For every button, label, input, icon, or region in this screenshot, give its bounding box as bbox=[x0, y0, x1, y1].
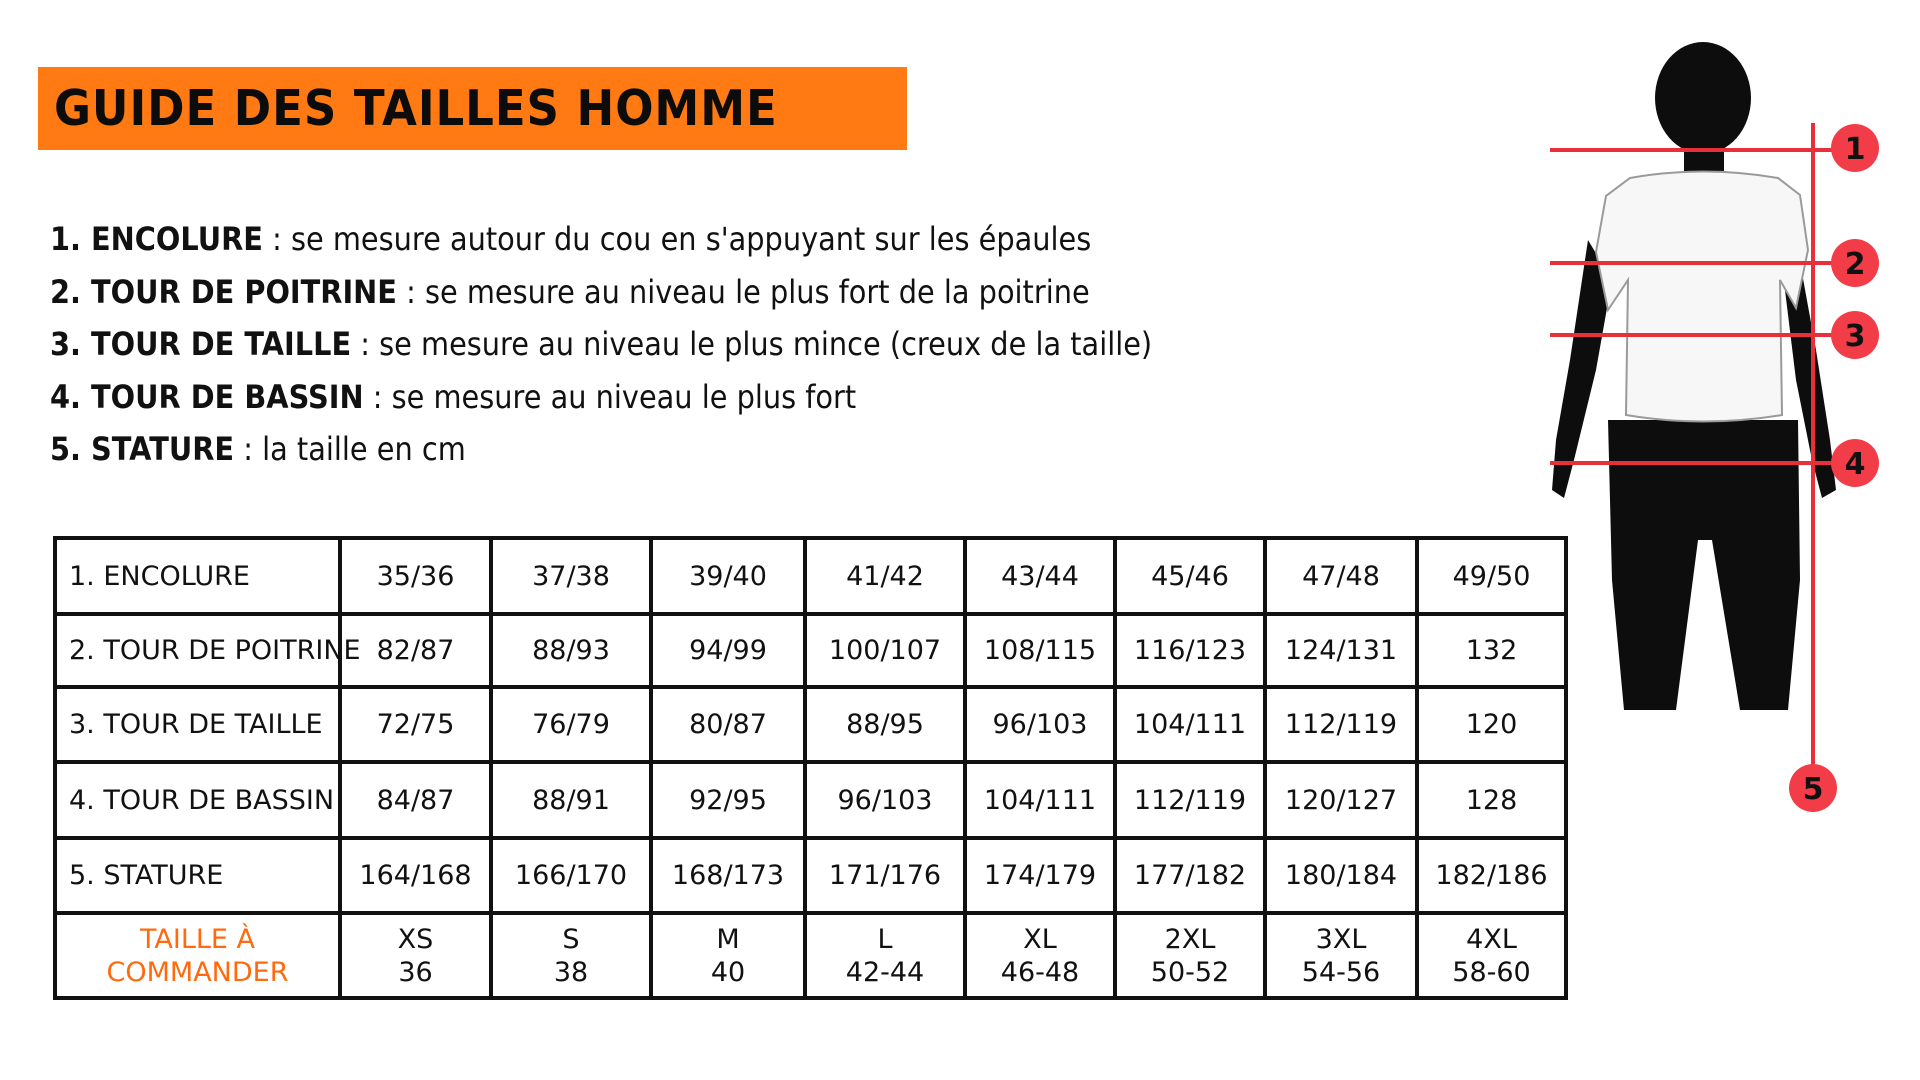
legend-item bbox=[50, 423, 1130, 476]
table-cell: 80/87 bbox=[651, 687, 805, 762]
legend-description: : se mesure au niveau le plus fort bbox=[363, 377, 857, 416]
size-number: 58-60 bbox=[1452, 956, 1531, 988]
table-row-stature bbox=[55, 838, 1566, 913]
size-number: 54-56 bbox=[1301, 956, 1381, 988]
marker-4 bbox=[1831, 439, 1879, 487]
order-label-line: TAILLE À bbox=[139, 923, 256, 955]
order-size-cell bbox=[1115, 913, 1265, 998]
marker-5 bbox=[1789, 764, 1837, 812]
legend-term: 5. STATURE bbox=[50, 430, 235, 468]
order-size-cell bbox=[965, 913, 1115, 998]
table-cell: 96/103 bbox=[805, 762, 965, 838]
table-cell: 104/111 bbox=[1115, 687, 1265, 762]
table-cell: 37/38 bbox=[491, 538, 651, 614]
order-label-line: COMMANDER bbox=[106, 956, 289, 988]
table-cell: 72/75 bbox=[340, 687, 491, 762]
table-cell: 100/107 bbox=[805, 614, 965, 687]
table-row-tour-de-poitrine bbox=[55, 614, 1566, 687]
legend-term: 3. TOUR DE TAILLE bbox=[50, 325, 352, 363]
marker-1 bbox=[1831, 124, 1879, 172]
table-cell: 96/103 bbox=[965, 687, 1115, 762]
table-cell: 104/111 bbox=[965, 762, 1115, 838]
page-title: GUIDE DES TAILLES HOMME bbox=[54, 80, 778, 137]
legend-item bbox=[50, 213, 1130, 266]
table-cell: 180/184 bbox=[1265, 838, 1417, 913]
table-cell: 39/40 bbox=[651, 538, 805, 614]
table-cell: 164/168 bbox=[340, 838, 491, 913]
row-label: 3. TOUR DE TAILLE bbox=[55, 687, 340, 762]
table-cell: 132 bbox=[1417, 614, 1566, 687]
order-size-cell bbox=[491, 913, 651, 998]
figure-svg bbox=[1500, 20, 1900, 820]
table-row-tour-de-taille bbox=[55, 687, 1566, 762]
legend-term: 1. ENCOLURE bbox=[50, 220, 263, 258]
table-row-tour-de-bassin bbox=[55, 762, 1566, 838]
order-size-cell bbox=[1265, 913, 1417, 998]
marker-4-label: 4 bbox=[1844, 447, 1866, 482]
marker-2 bbox=[1831, 239, 1879, 287]
size-code: XS bbox=[397, 923, 434, 955]
table-cell: 76/79 bbox=[491, 687, 651, 762]
size-code: L bbox=[877, 923, 893, 955]
order-size-label bbox=[55, 913, 340, 998]
table-cell: 174/179 bbox=[965, 838, 1115, 913]
body-measurement-figure bbox=[1500, 20, 1900, 820]
table-cell: 88/95 bbox=[805, 687, 965, 762]
table-cell: 35/36 bbox=[340, 538, 491, 614]
row-label: 1. ENCOLURE bbox=[55, 538, 340, 614]
table-row-taille-a-commander bbox=[55, 913, 1566, 998]
table-cell: 84/87 bbox=[340, 762, 491, 838]
row-label: 2. TOUR DE POITRINE bbox=[55, 614, 340, 687]
marker-2-label: 2 bbox=[1844, 247, 1866, 282]
marker-5-label: 5 bbox=[1802, 772, 1824, 807]
table-cell: 112/119 bbox=[1115, 762, 1265, 838]
table-cell: 94/99 bbox=[651, 614, 805, 687]
size-code: XL bbox=[1023, 923, 1057, 955]
size-number: 46-48 bbox=[1000, 956, 1080, 988]
table-cell: 43/44 bbox=[965, 538, 1115, 614]
table-cell: 41/42 bbox=[805, 538, 965, 614]
row-label: 4. TOUR DE BASSIN bbox=[55, 762, 340, 838]
legend-term: 4. TOUR DE BASSIN bbox=[50, 377, 364, 416]
size-code: M bbox=[716, 923, 740, 955]
measurement-legend bbox=[50, 213, 1250, 476]
table-cell: 88/93 bbox=[491, 614, 651, 687]
table-cell: 124/131 bbox=[1265, 614, 1417, 687]
size-code: 4XL bbox=[1466, 923, 1517, 955]
table-cell: 120/127 bbox=[1265, 762, 1417, 838]
size-code: 3XL bbox=[1315, 923, 1367, 955]
table-cell: 45/46 bbox=[1115, 538, 1265, 614]
table-cell: 177/182 bbox=[1115, 838, 1265, 913]
table-cell: 171/176 bbox=[805, 838, 965, 913]
size-number: 38 bbox=[553, 956, 589, 988]
order-size-cell bbox=[340, 913, 491, 998]
table-cell: 116/123 bbox=[1115, 614, 1265, 687]
legend-description: : se mesure au niveau le plus fort de la poitrine bbox=[396, 272, 1090, 311]
row-label: 5. STATURE bbox=[55, 838, 340, 913]
order-size-cell bbox=[805, 913, 965, 998]
table-cell: 112/119 bbox=[1265, 687, 1417, 762]
marker-3-label: 3 bbox=[1844, 319, 1866, 354]
legend-item bbox=[50, 318, 1153, 371]
table-cell: 92/95 bbox=[651, 762, 805, 838]
man-silhouette-icon bbox=[1552, 42, 1836, 710]
table-cell: 128 bbox=[1417, 762, 1566, 838]
table-cell: 49/50 bbox=[1417, 538, 1566, 614]
legend-description: : se mesure au niveau le plus mince (creux de la taille) bbox=[351, 325, 1153, 363]
table-row-encolure bbox=[55, 538, 1566, 614]
legend-description: : se mesure autour du cou en s'appuyant sur les épaules bbox=[262, 220, 1092, 258]
table-cell: 88/91 bbox=[491, 762, 651, 838]
size-number: 50-52 bbox=[1150, 956, 1230, 988]
size-code: S bbox=[562, 923, 580, 955]
size-code: 2XL bbox=[1164, 923, 1216, 955]
legend-item bbox=[50, 371, 1130, 424]
size-number: 42-44 bbox=[845, 956, 925, 988]
order-size-cell bbox=[651, 913, 805, 998]
legend-item bbox=[50, 266, 1130, 319]
marker-1-label: 1 bbox=[1844, 132, 1866, 167]
size-table bbox=[53, 536, 1568, 1000]
table-cell: 182/186 bbox=[1417, 838, 1566, 913]
table-cell: 108/115 bbox=[965, 614, 1115, 687]
table-cell: 82/87 bbox=[340, 614, 491, 687]
table-cell: 166/170 bbox=[491, 838, 651, 913]
size-number: 40 bbox=[710, 956, 746, 988]
table-cell: 47/48 bbox=[1265, 538, 1417, 614]
legend-term: 2. TOUR DE POITRINE bbox=[50, 272, 397, 311]
order-size-cell bbox=[1417, 913, 1566, 998]
table-cell: 168/173 bbox=[651, 838, 805, 913]
size-number: 36 bbox=[398, 956, 433, 988]
legend-description: : la taille en cm bbox=[234, 430, 466, 468]
title-banner bbox=[38, 67, 907, 150]
table-cell: 120 bbox=[1417, 687, 1566, 762]
marker-3 bbox=[1831, 311, 1879, 359]
